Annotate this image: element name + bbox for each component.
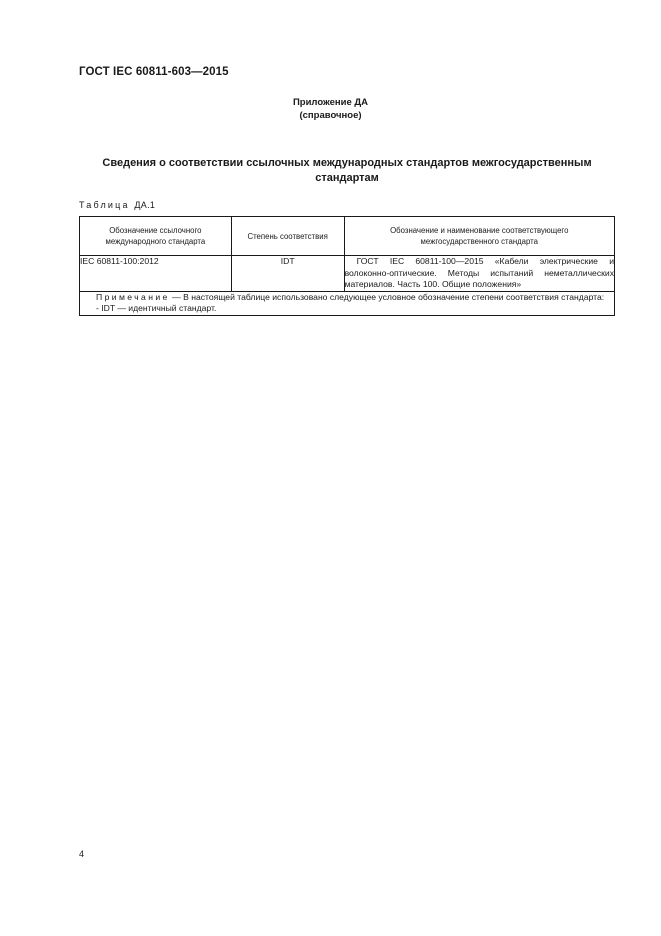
document-id: ГОСТ IEC 60811-603—2015 <box>79 66 229 78</box>
annex-type: (справочное) <box>299 110 362 121</box>
cell-degree: IDT <box>231 256 344 292</box>
section-title: Сведения о соответствии ссылочных международных стандартов межгосударственным стандартам <box>102 157 592 184</box>
note-label: Примечание <box>96 291 170 302</box>
note-item: - IDT — идентичный стандарт. <box>96 303 217 313</box>
annex-heading <box>0 96 661 122</box>
cell-international-standard: IEC 60811-100:2012 <box>80 256 232 292</box>
table-header-row <box>80 217 615 256</box>
header-international-standard: Обозначение ссылочного международного стандарта <box>80 217 232 256</box>
header-interstate-standard: Обозначение и наименование соответствующего межгосударственного стандарта <box>344 217 614 256</box>
note-body: — В настоящей таблице использовано следующее условное обозначение степени соответствия стандарта: <box>169 291 605 302</box>
table-note <box>80 291 615 315</box>
correspondence-table <box>79 216 615 316</box>
table-caption-label: Таблица <box>79 200 130 210</box>
cell-interstate-standard: ГОСТ IEC 60811-100—2015 «Кабели электрические и волоконно-оптические. Методы испытаний неметаллических материалов. Часть 100. Общие положения» <box>344 256 614 289</box>
page-number: 4 <box>79 849 85 859</box>
header-degree-of-correspondence: Степень соответствия <box>231 217 344 256</box>
table-caption-number: ДА.1 <box>134 200 156 210</box>
annex-title: Приложение ДА <box>292 97 369 108</box>
note-text <box>80 292 614 304</box>
table-caption <box>79 200 155 210</box>
table-note-row <box>80 291 615 315</box>
table-row <box>80 256 615 292</box>
